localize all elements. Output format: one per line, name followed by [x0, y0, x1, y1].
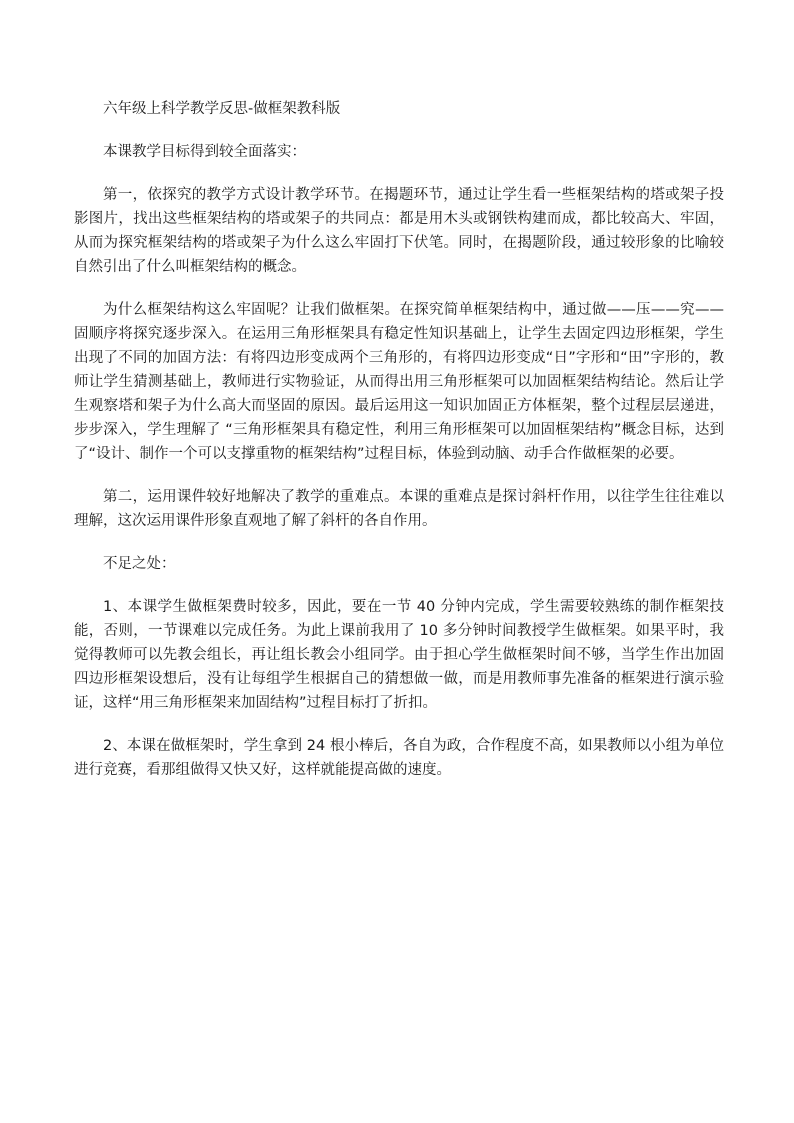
- body-paragraph-3: 第二，运用课件较好地解决了教学的重难点。本课的重难点是探讨斜杆作用，以往学生往往难以理解，这次运用课件形象直观地了解了斜杆的各自作用。: [74, 489, 724, 529]
- body-paragraph-1: 第一，依探究的教学方式设计教学环节。在揭题环节，通过让学生看一些框架结构的塔或架子投影图片，找出这些框架结构的塔或架子的共同点：都是用木头或钢铁构建而成，都比较高大、牢固，从而为探究框架结构的塔或架子为什么这么牢固打下伏笔。同时，在揭题阶段，通过较形象的比喻较自然引出了什么叫框架结构的概念。: [74, 187, 724, 275]
- body-paragraph-2: 为什么框架结构这么牢固呢？让我们做框架。在探究简单框架结构中，通过做——压——究——固顺序将探究逐步深入。在运用三角形框架具有稳定性知识基础上，让学生去固定四边形框架，学生出现了不同的加固方法：有将四边形变成两个三角形的，有将四边形变成“日”字形和“田”字形的，教师让学生猜测基础上，教师进行实物验证，从而得出用三角形框架可以加固框架结构结论。然后让学生观察塔和架子为什么高大而坚固的原因。最后运用这一知识加固正方体框架，整个过程层层递进，步步深入，学生理解了 “三角形框架具有稳定性，利用三角形框架可以加固框架结构”概念目标，达到了“设计、制作一个可以支撑重物的框架结构”过程目标，体验到动脑、动手合作做框架的必要。: [74, 302, 724, 462]
- document-title: 六年级上科学教学反思-做框架教科版: [103, 101, 341, 117]
- shortcoming-item-2: 2、本课在做框架时，学生拿到 24 根小棒后，各自为政，合作程度不高，如果教师以小组为单位进行竞赛，看那组做得又快又好，这样就能提高做的速度。: [74, 738, 724, 778]
- shortcomings-heading: 不足之处：: [103, 556, 176, 572]
- intro-paragraph: 本课教学目标得到较全面落实：: [103, 144, 306, 160]
- document-body: [74, 97, 724, 801]
- shortcoming-item-1: 1、本课学生做框架费时较多，因此，要在一节 40 分钟内完成，学生需要较熟练的制作框架技能，否则，一节课难以完成任务。为此上课前我用了 10 多分钟时间教授学生做框架。如果平时，我觉得教师可以先教会组长，再让组长教会小组同学。由于担心学生做框架时间不够，当学生作出加固四边形框架设想后，没有让每组学生根据自己的猜想做一做，而是用教师事先准备的框架进行演示验证，这样“用三角形框架来加固结构”过程目标打了折扣。: [74, 599, 724, 711]
